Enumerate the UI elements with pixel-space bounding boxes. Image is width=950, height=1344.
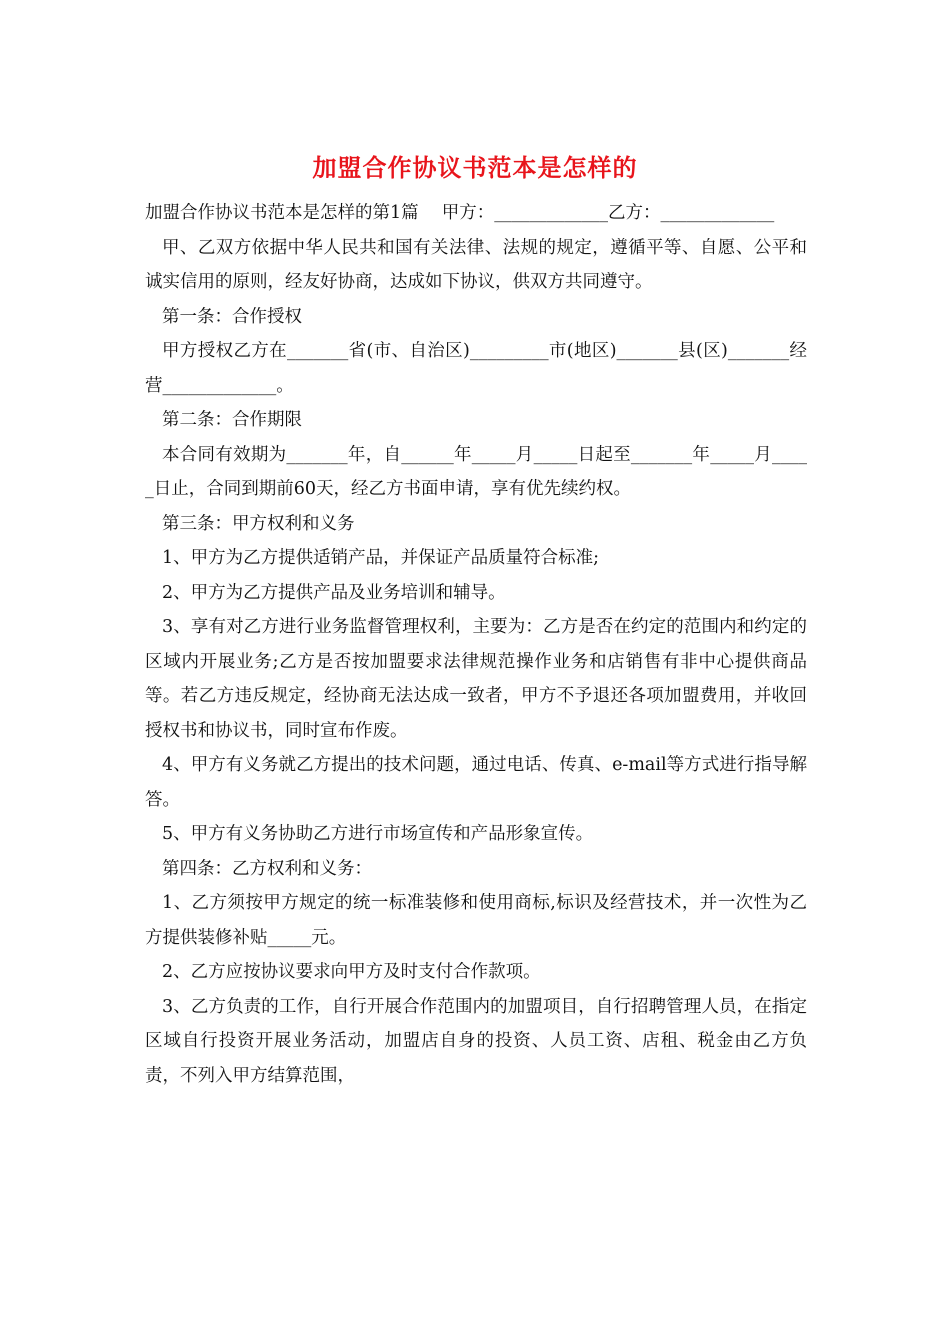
article-3-item-2: 2、甲方为乙方提供产品及业务培训和辅导。 xyxy=(162,582,506,603)
document-intro-line: 加盟合作协议书范本是怎样的第1篇 甲方：_____________乙方：_____________ xyxy=(145,203,775,223)
article-3-item-5: 5、甲方有义务协助乙方进行市场宣传和产品形象宣传。 xyxy=(162,824,594,844)
article-4-item-2: 2、乙方应按协议要求向甲方及时支付合作款项。 xyxy=(162,962,541,982)
article-4-item-3: 3、乙方负责的工作，自行开展合作范围内的加盟项目，自行招聘管理人员，在指定区域自行投资开展业务活动，加盟店自身的投资、人员工资、店租、税金由乙方负责，不列入甲方结算范围， xyxy=(145,996,807,1086)
preamble-paragraph: 甲、乙双方依据中华人民共和国有关法律、法规的规定，遵循平等、自愿、公平和诚实信用的原则，经友好协商，达成如下协议，供双方共同遵守。 xyxy=(145,237,807,292)
article-1-heading: 第一条：合作授权 xyxy=(162,306,302,327)
article-3-item-4: 4、甲方有义务就乙方提出的技术问题，通过电话、传真、e-mail等方式进行指导解答。 xyxy=(145,755,807,810)
document-title: 加盟合作协议书范本是怎样的 xyxy=(312,153,638,182)
article-4-heading: 第四条：乙方权利和义务： xyxy=(162,858,372,879)
article-1-text: 甲方授权乙方在_______省(市、自治区)_________市(地区)_______县(区)_______经营_____________。 xyxy=(145,341,807,396)
article-4-item-1: 1、乙方须按甲方规定的统一标准装修和使用商标,标识及经营技术，并一次性为乙方提供装修补贴_____元。 xyxy=(145,893,807,948)
article-3-heading: 第三条：甲方权利和义务 xyxy=(162,513,355,534)
article-3-item-3: 3、享有对乙方进行业务监督管理权利，主要为：乙方是否在约定的范围内和约定的区域内开展业务;乙方是否按加盟要求法律规范操作业务和店销售有非中心提供商品等。若乙方违反规定，经协商无法达成一致者，甲方不予退还各项加盟费用，并收回授权书和协议书，同时宣布作废。 xyxy=(145,617,807,741)
article-2-heading: 第二条：合作期限 xyxy=(162,410,302,430)
article-2-text: 本合同有效期为_______年，自______年_____月_____日起至_______年_____月_____日止，合同到期前60天，经乙方书面申请，享有优先续约权。 xyxy=(145,444,807,499)
document-body xyxy=(145,196,807,1093)
article-3-item-1: 1、甲方为乙方提供适销产品，并保证产品质量符合标准; xyxy=(162,548,600,568)
